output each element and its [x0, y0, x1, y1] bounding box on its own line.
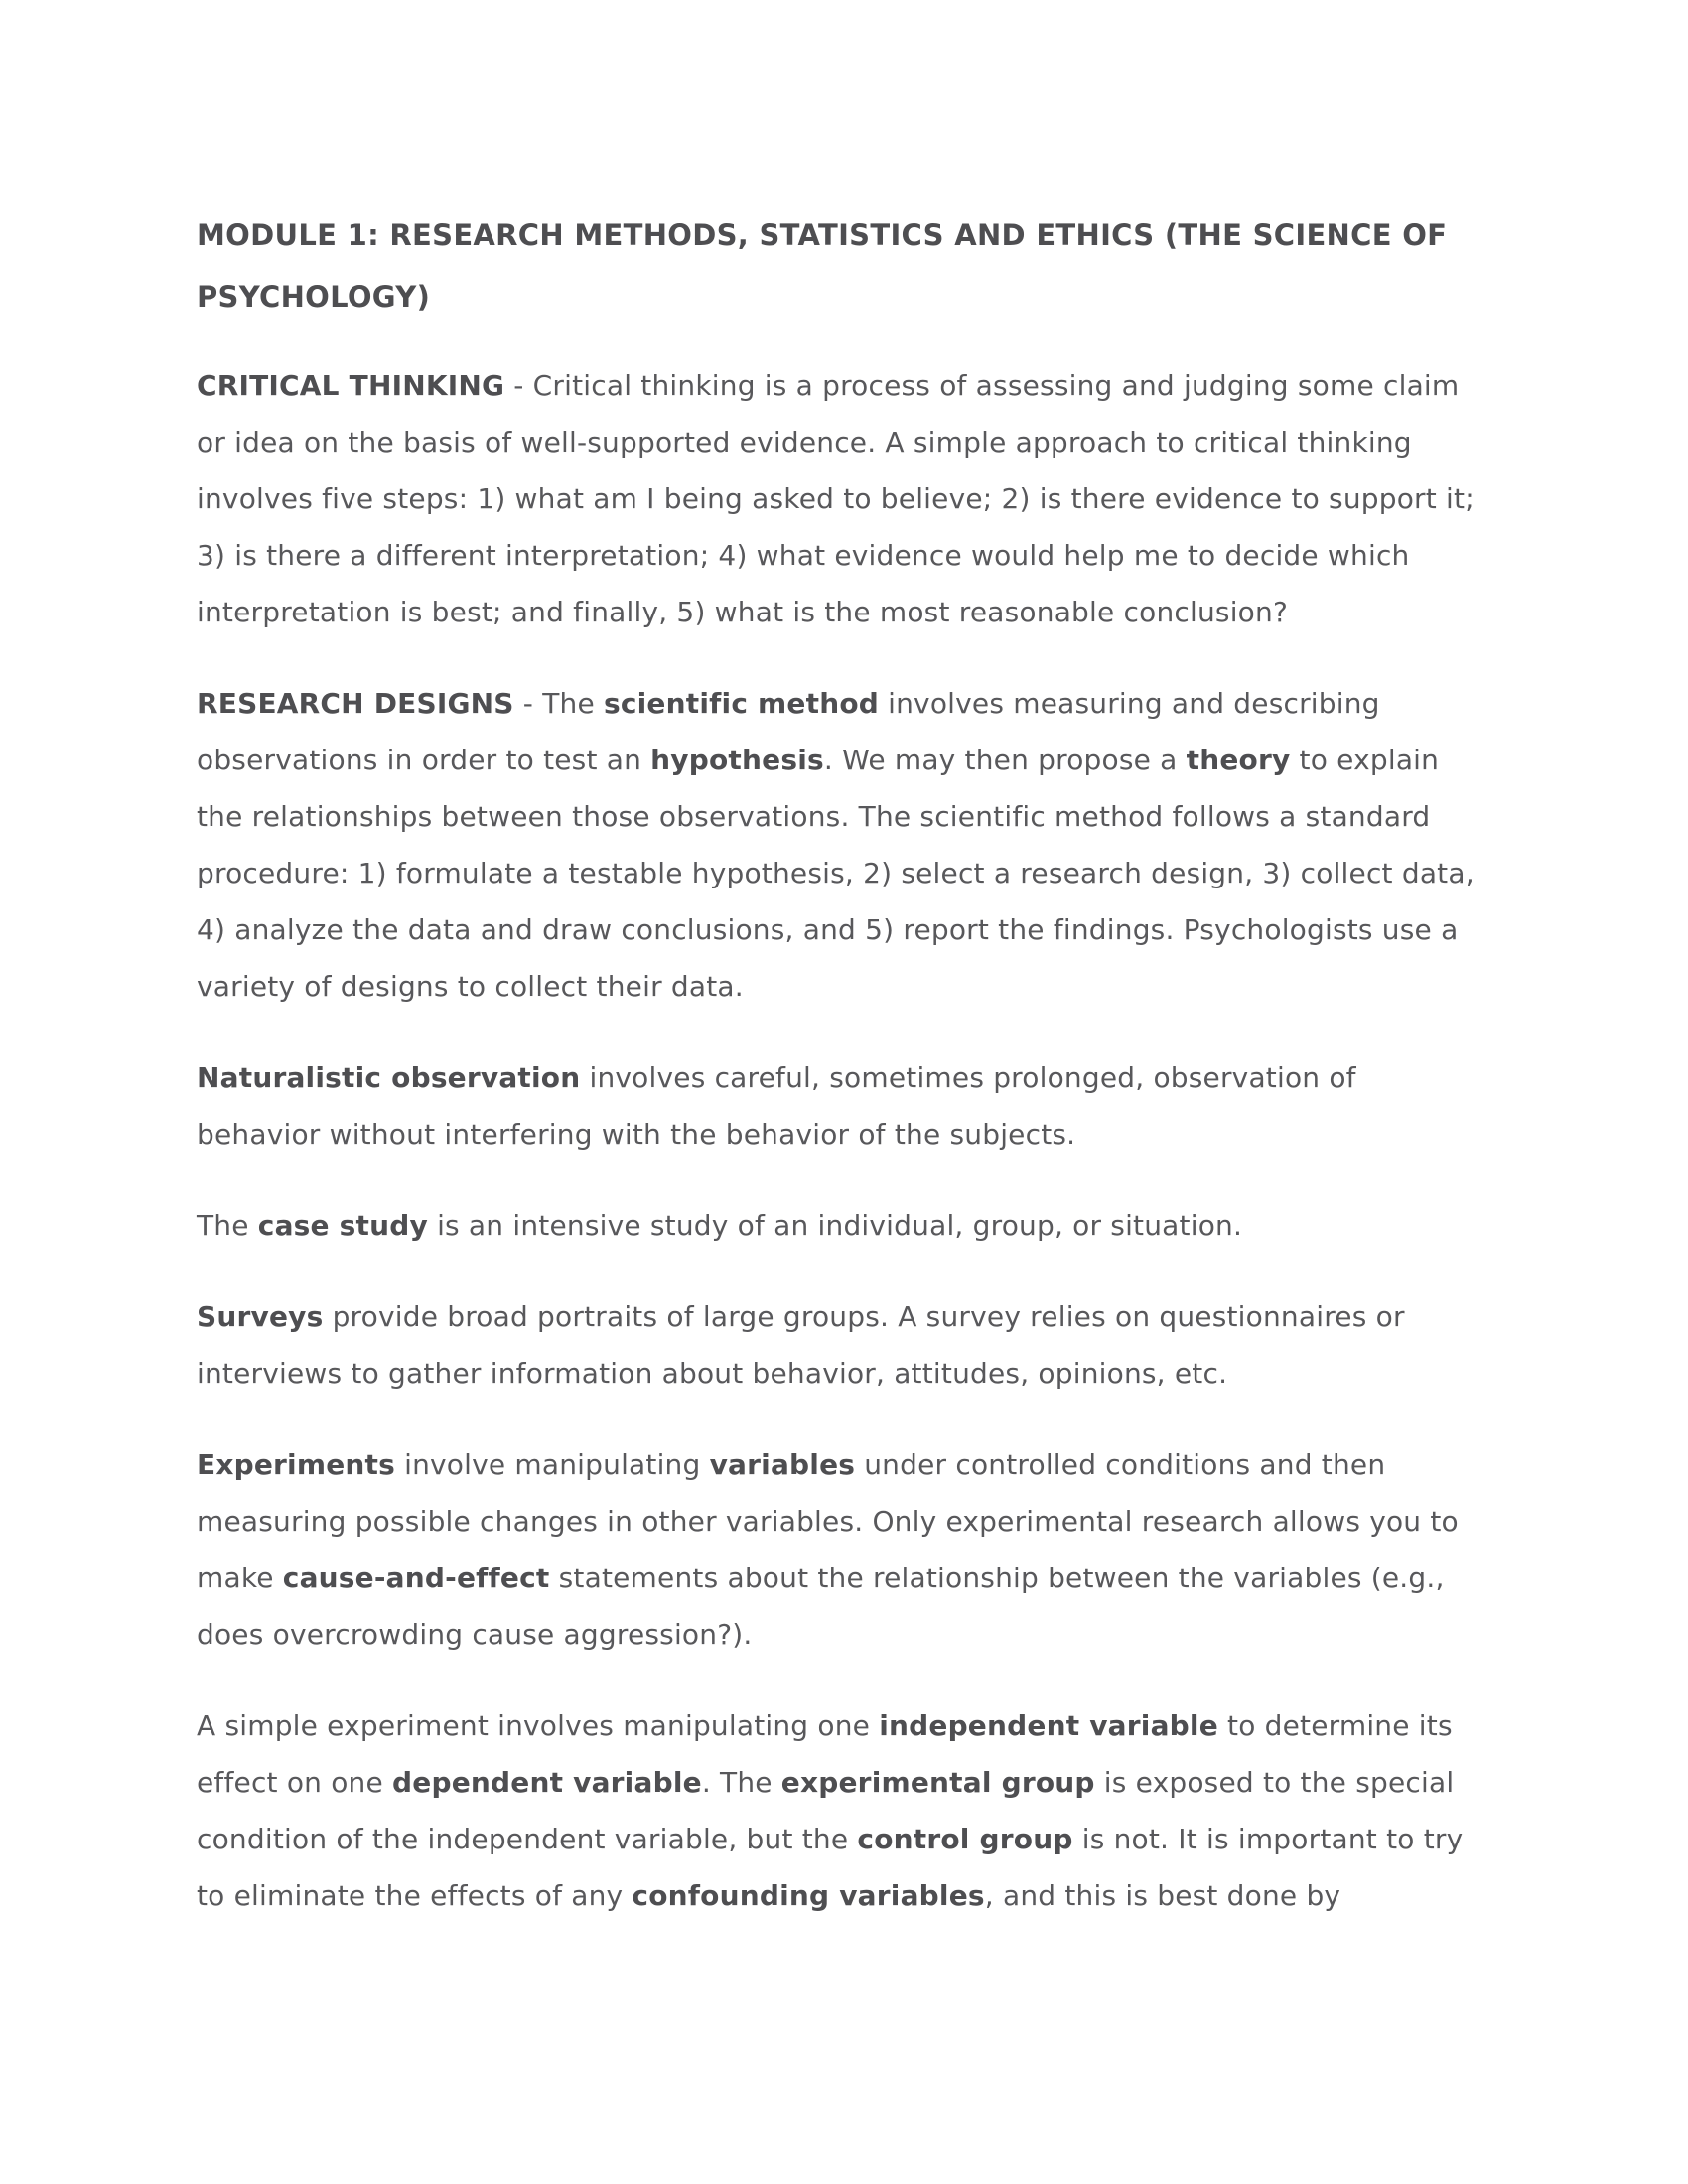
- text-run: to determine its effect on one: [197, 1709, 1453, 1799]
- bold-term: confounding variables: [632, 1879, 985, 1912]
- bold-term: experimental group: [780, 1766, 1095, 1799]
- text-run: is not. It is important to try to eliminate the effects of any: [197, 1823, 1464, 1912]
- bold-term: dependent variable: [392, 1766, 702, 1799]
- text-run: provide broad portraits of large groups. A survey relies on questionnaires or interviews to gather information about behavior, attitudes, opinions, etc.: [197, 1300, 1405, 1390]
- document-title: MODULE 1: RESEARCH METHODS, STATISTICS AND ETHICS (THE SCIENCE OF PSYCHOLOGY): [197, 218, 1448, 314]
- bold-term: control group: [857, 1823, 1073, 1855]
- text-run: is an intensive study of an individual, group, or situation.: [427, 1209, 1243, 1242]
- bold-term: independent variable: [879, 1709, 1218, 1742]
- text-run: A simple experiment involves manipulating one: [197, 1709, 880, 1742]
- bold-term: variables: [709, 1448, 856, 1481]
- paragraph: [197, 675, 1476, 1015]
- bold-term: theory: [1186, 744, 1291, 776]
- text-run: - The: [513, 687, 604, 720]
- bold-term: CRITICAL THINKING: [197, 369, 505, 402]
- paragraph: [197, 1049, 1476, 1162]
- bold-term: Experiments: [197, 1448, 395, 1481]
- text-run: to explain the relationships between those observations. The scientific method follows a standard procedure: 1) formulate a testable hypothesis, 2) select a research design, 3) collect data, 4) analyze the data and draw conclusions, and 5) report the findings. Psychologists use a variety of designs to collect their data.: [197, 744, 1475, 1003]
- bold-term: RESEARCH DESIGNS: [197, 687, 514, 720]
- text-run: statements about the relationship between the variables (e.g., does overcrowding cause aggression?).: [197, 1562, 1445, 1651]
- bold-term: scientific method: [603, 687, 880, 720]
- text-run: , and this is best done by: [984, 1879, 1341, 1912]
- bold-term: cause-and-effect: [282, 1562, 550, 1594]
- text-run: - Critical thinking is a process of assessing and judging some claim or idea on the basis of well-supported evidence. A simple approach to critical thinking involves five steps: 1) what am I being asked to believe; 2) is there evidence to support it; 3) is there a different interpretation; 4) what evidence would help me to decide which interpretation is best; and finally, 5) what is the most reasonable conclusion?: [197, 369, 1475, 628]
- paragraph: [197, 1436, 1476, 1663]
- bold-term: hypothesis: [650, 744, 824, 776]
- document-page: [197, 205, 1476, 1959]
- bold-term: case study: [257, 1209, 428, 1242]
- paragraph: [197, 357, 1476, 640]
- text-run: under controlled conditions and then measuring possible changes in other variables. Only experimental research allows you to make: [197, 1448, 1459, 1594]
- text-run: . The: [701, 1766, 781, 1799]
- text-run: involves careful, sometimes prolonged, observation of behavior without interfering with the behavior of the subjects.: [197, 1061, 1356, 1151]
- paragraph: [197, 1698, 1476, 1924]
- paragraph: [197, 1197, 1476, 1254]
- text-run: involve manipulating: [394, 1448, 710, 1481]
- text-run: involves measuring and describing observations in order to test an: [197, 687, 1380, 776]
- text-run: The: [197, 1209, 258, 1242]
- paragraph: [197, 1289, 1476, 1402]
- text-run: is exposed to the special condition of the independent variable, but the: [197, 1766, 1455, 1855]
- document-body: [197, 357, 1476, 1924]
- bold-term: Naturalistic observation: [197, 1061, 581, 1094]
- text-run: . We may then propose a: [823, 744, 1187, 776]
- bold-term: Surveys: [197, 1300, 324, 1333]
